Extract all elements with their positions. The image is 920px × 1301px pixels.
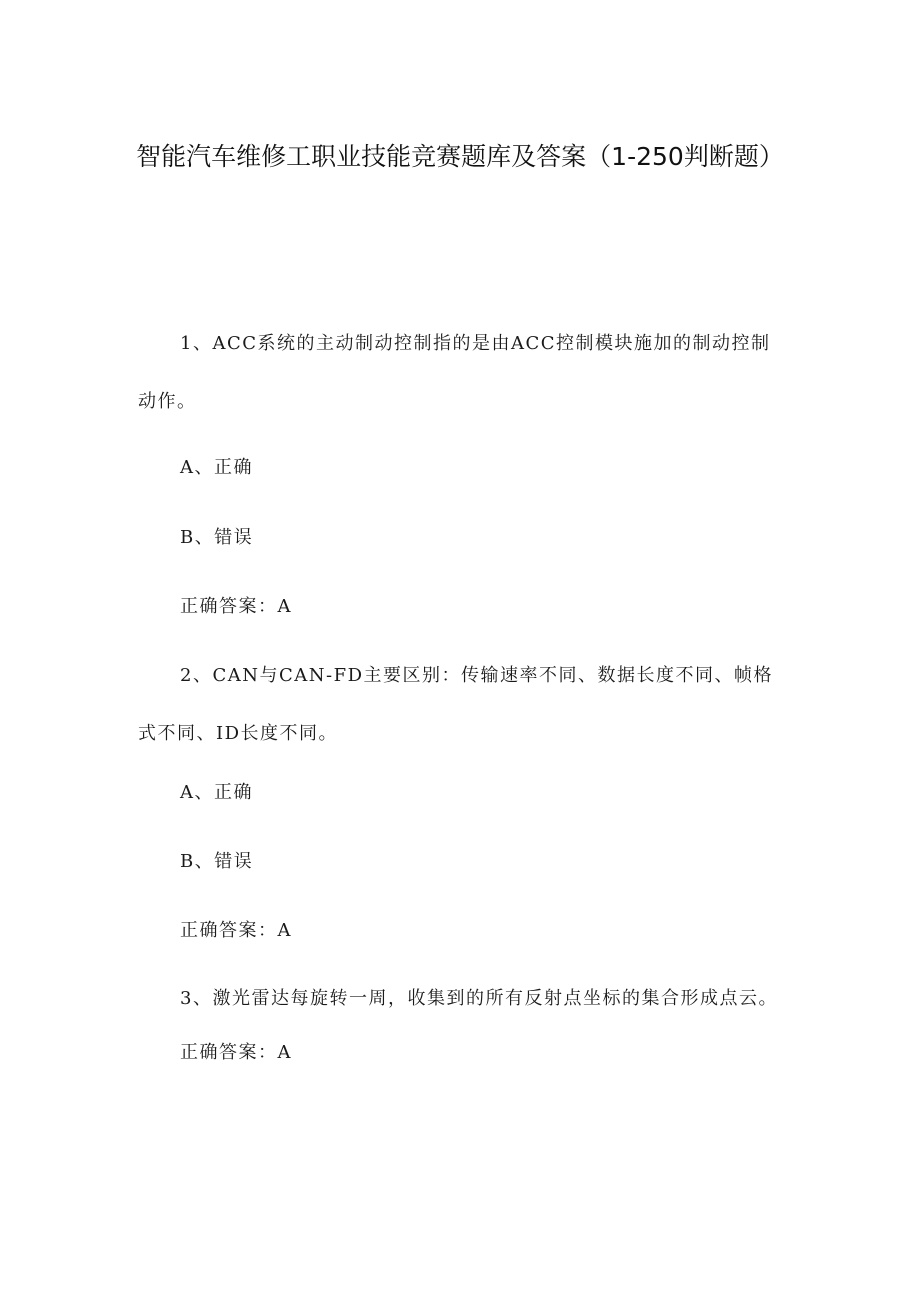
question-1-option-a: A、正确 xyxy=(180,457,253,478)
question-1-text: 1、ACC系统的主动制动控制指的是由ACC控制模块施加的制动控制动作。 xyxy=(138,333,771,412)
question-3-text: 3、激光雷达每旋转一周，收集到的所有反射点坐标的集合形成点云。 xyxy=(180,988,778,1009)
question-1-answer: 正确答案：A xyxy=(180,596,292,617)
question-2-answer: 正确答案：A xyxy=(180,920,292,941)
question-2-option-a: A、正确 xyxy=(180,782,253,803)
question-1-option-b: B、错误 xyxy=(180,527,254,548)
document-title: 智能汽车维修工职业技能竞赛题库及答案（1-250判断题） xyxy=(136,142,784,171)
question-3-answer: 正确答案：A xyxy=(180,1042,292,1063)
question-2-option-b: B、错误 xyxy=(180,851,254,872)
question-2-text: 2、CAN与CAN-FD主要区别：传输速率不同、数据长度不同、帧格式不同、ID长度不同。 xyxy=(138,665,773,744)
